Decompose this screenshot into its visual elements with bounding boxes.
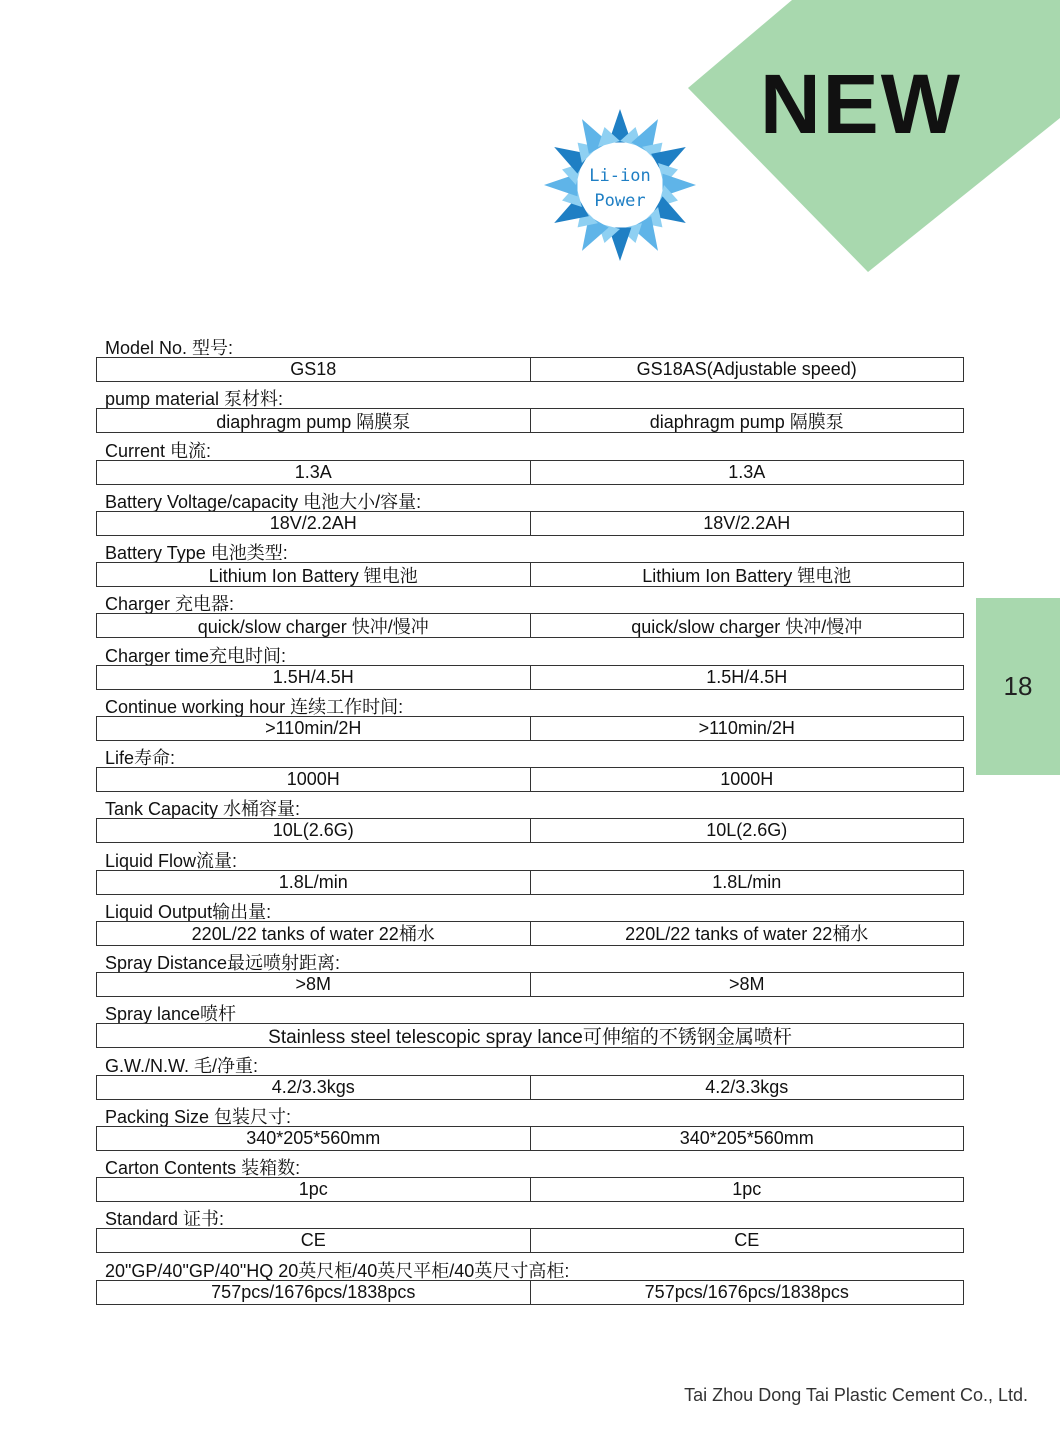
spec-values [96,1177,964,1202]
spec-value-cell: >8M [530,973,964,996]
spec-values [96,511,964,536]
li-ion-logo [540,105,700,265]
spec-value-cell: CE [300,1230,326,1251]
spec-value-cell: 340*205*560mm [530,1127,964,1150]
spec-label: Liquid Output输出量: [105,901,272,922]
spec-value-cell: 10L(2.6G) [530,819,964,842]
spec-value-cell: 220L/22 tanks of water 22桶水 [191,924,435,945]
spec-values [96,357,964,382]
spec-values [96,1023,964,1048]
spec-value-cell: >110min/2H [530,717,964,740]
spec-label: Continue working hour 连续工作时间: [105,696,404,717]
spec-row [96,1100,964,1151]
spec-label: Tank Capacity 水桶容量: [105,799,301,820]
spec-row [96,1049,964,1100]
spec-value-cell: 1000H [286,769,340,789]
spec-values [96,408,964,433]
spec-row [96,1202,964,1253]
logo-line2: Power [594,191,646,211]
spec-value-cell: 1pc [298,1179,328,1199]
spec-row [96,1151,964,1202]
spec-label: Battery Voltage/capacity 电池大小/容量: [105,491,422,512]
spec-value-cell: 1.5H/4.5H [272,666,354,687]
spec-label: 20"GP/40"GP/40"HQ 20英尺柜/40英尺平柜/40英尺寸高柜: [105,1260,570,1281]
spec-row [96,792,964,843]
spec-row [96,997,964,1048]
spec-value-cell: 1.3A [530,461,964,484]
spec-value-cell: 4.2/3.3kgs [271,1076,355,1097]
spec-values [96,1126,964,1151]
page-number: 18 [1003,671,1033,701]
page-number-tab [976,598,1060,775]
spec-label: Current 电流: [105,440,212,461]
blue-star-icon [540,105,700,265]
spec-row [96,434,964,485]
spec-value-cell: 757pcs/1676pcs/1838pcs [211,1281,416,1302]
spec-value-cell: quick/slow charger 快冲/慢冲 [530,614,964,637]
spec-row [96,485,964,536]
spec-row [96,382,964,433]
spec-value-cell: diaphragm pump 隔膜泵 [530,409,964,432]
spec-value-cell: quick/slow charger 快冲/慢冲 [197,616,429,637]
spec-values [96,460,964,485]
spec-value-cell: 1.8L/min [530,871,964,894]
spec-values [96,562,964,587]
spec-row [96,844,964,895]
spec-value-cell: 1.5H/4.5H [530,666,964,689]
spec-value-cell: 1.8L/min [278,871,348,892]
spec-values [96,1075,964,1100]
spec-value-cell: CE [530,1229,964,1252]
spec-value-cell: 4.2/3.3kgs [530,1076,964,1099]
spec-value-cell: 1.3A [294,461,332,482]
company-name: Tai Zhou Dong Tai Plastic Cement Co., Ltd. [684,1385,1028,1405]
spec-value-cell: 18V/2.2AH [530,512,964,535]
spec-values [96,1228,964,1253]
spec-label: Liquid Flow流量: [105,850,238,871]
spec-values [96,767,964,792]
logo-line1: Li-ion [589,166,651,186]
spec-value-cell: >110min/2H [265,717,362,738]
spec-value-cell: GS18AS(Adjustable speed) [530,358,964,381]
spec-row [96,587,964,638]
spec-value-cell: GS18 [290,359,337,379]
spec-row [96,895,964,946]
spec-value-cell: 1pc [530,1178,964,1201]
spec-value-cell: 1000H [530,768,964,791]
spec-value-cell: 340*205*560mm [246,1127,381,1148]
spec-label: Spray Distance最远喷射距离: [105,953,341,973]
spec-value-cell: Lithium Ion Battery 锂电池 [208,565,418,586]
spec-value-cell: 220L/22 tanks of water 22桶水 [530,922,964,945]
spec-values [96,665,964,690]
spec-label: Life寿命: [105,748,176,768]
spec-label: Charger 充电器: [105,594,235,615]
spec-values [96,870,964,895]
spec-label: Battery Type 电池类型: [105,543,288,563]
spec-values [96,818,964,843]
spec-row [96,946,964,997]
spec-label: Packing Size 包装尺寸: [105,1106,292,1127]
new-badge-text: NEW [760,57,962,151]
spec-value-cell: >8M [295,974,332,994]
spec-value-cell: 10L(2.6G) [272,820,354,841]
spec-row [96,639,964,690]
spec-row [96,536,964,587]
spec-table [96,331,964,1305]
spec-label: G.W./N.W. 毛/净重: [105,1055,258,1076]
spec-value-cell: 757pcs/1676pcs/1838pcs [530,1281,964,1304]
spec-label: Carton Contents 装箱数: [105,1158,301,1178]
spec-label: Charger time充电时间: [105,645,287,666]
spec-values [96,972,964,997]
spec-values [96,921,964,946]
spec-label: Spray lance喷杆 [105,1004,237,1025]
spec-label: pump material 泵材料: [105,389,284,410]
spec-row [96,331,964,382]
spec-values [96,716,964,741]
spec-label: Standard 证书: [105,1209,225,1230]
spec-value-cell: diaphragm pump 隔膜泵 [216,411,411,432]
spec-label: Model No. 型号: [105,338,234,358]
spec-values [96,1280,964,1305]
spec-row [96,1254,964,1305]
spec-row [96,741,964,792]
spec-row [96,690,964,741]
spec-value-cell: Stainless steel telescopic spray lance可伸缩的不锈钢金属喷杆 [268,1027,792,1048]
spec-value-cell: 18V/2.2AH [269,512,357,533]
spec-values [96,613,964,638]
spec-value-cell: Lithium Ion Battery 锂电池 [530,563,964,586]
